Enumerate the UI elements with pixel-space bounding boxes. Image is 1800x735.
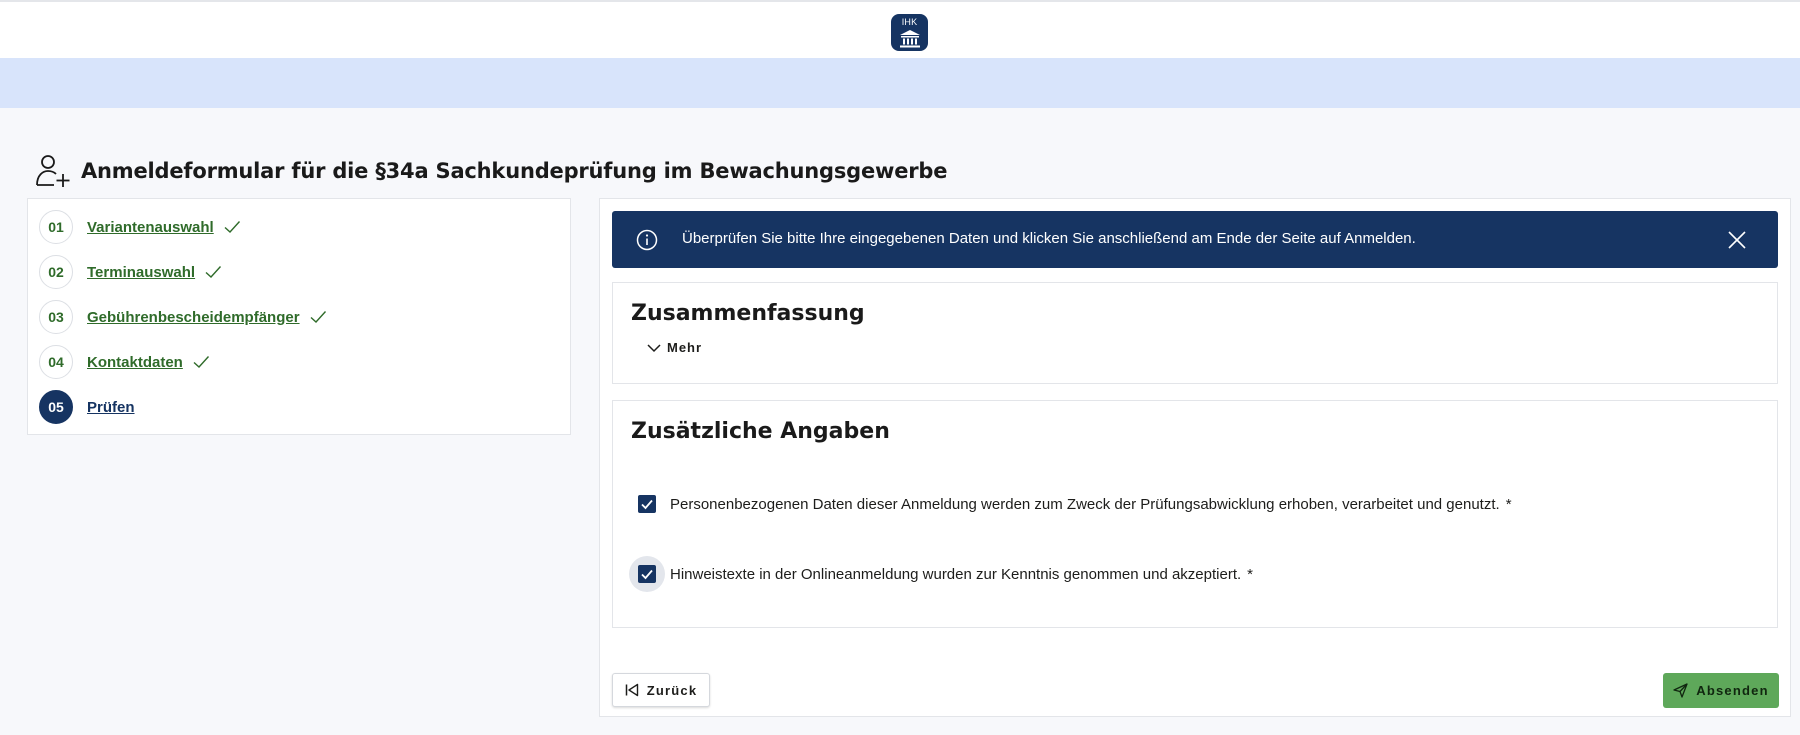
step-link[interactable]: Prüfen [87, 398, 135, 416]
step-number: 01 [39, 210, 73, 244]
notes-accepted-row [629, 556, 1253, 592]
check-icon [640, 497, 654, 511]
summary-title: Zusammenfassung [631, 301, 865, 326]
header-band [0, 58, 1800, 108]
info-icon [636, 229, 658, 251]
page-title: Anmeldeformular für die §34a Sachkundeprüfung im Bewachungsgewerbe [81, 159, 948, 183]
submit-label: Absenden [1696, 683, 1769, 698]
top-header [0, 0, 1800, 58]
step-variantenauswahl[interactable] [39, 210, 241, 244]
step-kontaktdaten[interactable] [39, 345, 210, 379]
page-heading [35, 154, 947, 188]
checkbox-box [638, 495, 656, 513]
summary-card [612, 282, 1778, 384]
step-number: 05 [39, 390, 73, 424]
ihk-logo[interactable] [891, 14, 928, 51]
back-button[interactable] [612, 673, 710, 707]
info-alert [612, 211, 1778, 268]
alert-message: Überprüfen Sie bitte Ihre eingegebenen Daten und klicken Sie anschließend am Ende der Seite auf Anmelden. [682, 230, 1416, 247]
checkbox-box [638, 565, 656, 583]
checkmark-icon [204, 263, 222, 281]
notes-accepted-label: Hinweistexte in der Onlineanmeldung wurden zur Kenntnis genommen und akzeptiert. [670, 565, 1242, 583]
chevron-down-icon [647, 343, 661, 353]
logo-text: IHK [901, 17, 918, 27]
step-link[interactable]: Variantenauswahl [87, 218, 214, 236]
step-link[interactable]: Terminauswahl [87, 263, 196, 281]
step-navigation [27, 198, 571, 435]
checkmark-icon [309, 308, 327, 326]
building-icon [899, 29, 921, 49]
required-marker: * [1247, 565, 1254, 583]
privacy-consent-label: Personenbezogenen Daten dieser Anmeldung werden zum Zweck der Prüfungsabwicklung erhoben, verarbeitet und genutzt. [670, 495, 1500, 513]
required-marker: * [1505, 495, 1512, 513]
step-terminauswahl[interactable] [39, 255, 222, 289]
step-pruefen[interactable] [39, 390, 135, 424]
more-label: Mehr [667, 340, 703, 355]
privacy-consent-row [629, 486, 1512, 522]
checkmark-icon [223, 218, 241, 236]
add-user-icon [35, 154, 71, 188]
back-icon [625, 683, 639, 697]
additional-info-card [612, 400, 1778, 628]
send-icon [1673, 683, 1688, 698]
step-number: 03 [39, 300, 73, 334]
more-toggle[interactable] [647, 340, 702, 355]
additional-info-title: Zusätzliche Angaben [631, 419, 890, 444]
notes-accepted-checkbox[interactable] [629, 556, 665, 592]
step-number: 04 [39, 345, 73, 379]
step-link[interactable]: Kontaktdaten [87, 353, 183, 371]
step-link[interactable]: Gebührenbescheidempfänger [87, 308, 300, 326]
privacy-consent-checkbox[interactable] [629, 486, 665, 522]
check-icon [640, 567, 654, 581]
submit-button[interactable] [1663, 673, 1779, 708]
close-icon[interactable] [1726, 229, 1748, 251]
step-number: 02 [39, 255, 73, 289]
checkmark-icon [192, 353, 210, 371]
step-gebuehrenbescheidempfaenger[interactable] [39, 300, 327, 334]
main-panel [599, 198, 1791, 717]
back-label: Zurück [646, 682, 698, 698]
